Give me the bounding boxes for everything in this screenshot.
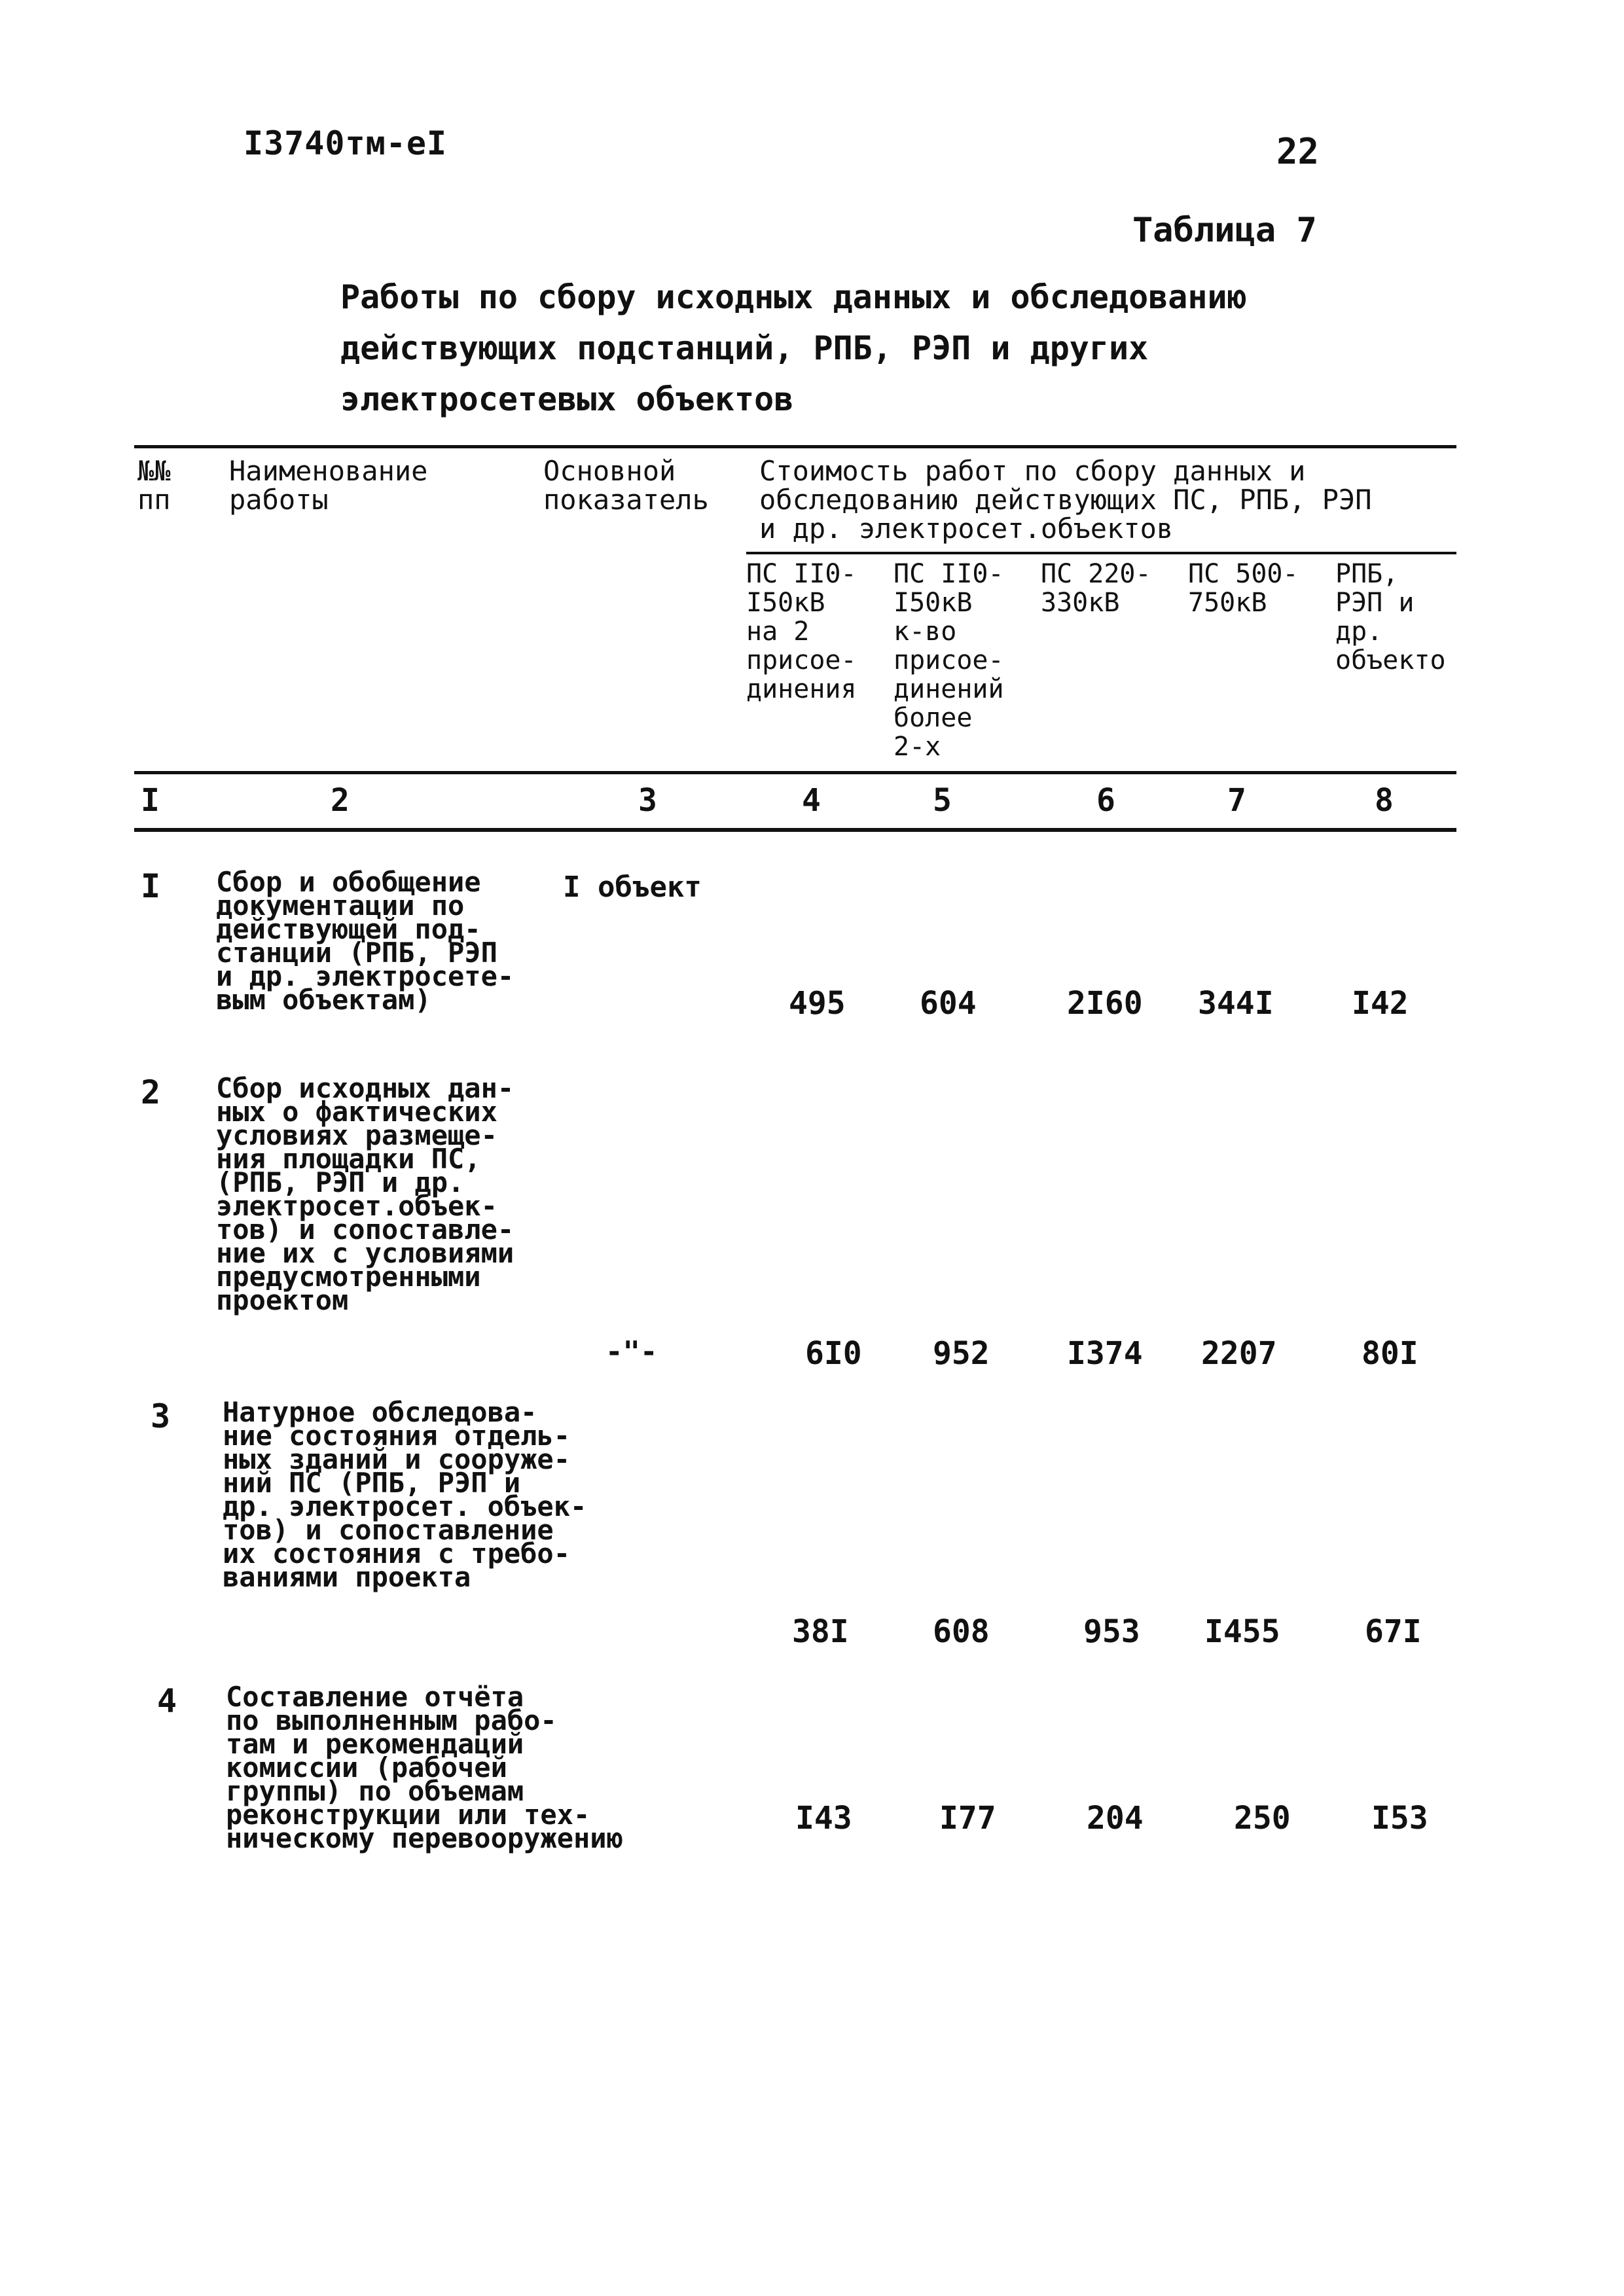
subheader-rule <box>746 552 1456 554</box>
colnum-4: 4 <box>802 782 821 819</box>
header-indicator: Основной показатель <box>543 455 709 516</box>
colnum-1: I <box>141 782 160 819</box>
row-3-value-5: 608 <box>933 1613 990 1650</box>
row-2-value-5: 952 <box>933 1335 990 1372</box>
row-4-value-6: 204 <box>1087 1800 1144 1837</box>
colnum-3: 3 <box>638 782 657 819</box>
header-name: Наименование работы <box>229 455 428 516</box>
row-4-value-5: I77 <box>939 1800 996 1837</box>
header-sub-3: ПС 220- 330кВ <box>1041 559 1151 618</box>
row-4-name: Составление отчёта по выполненным рабо- там и рекомендаций комиссии (рабочей группы) по объемам реконструкции или тех- ническому перевооружению <box>226 1681 623 1854</box>
row-3-value-7: I455 <box>1204 1613 1280 1650</box>
row-4-num: 4 <box>157 1682 177 1720</box>
colnum-5: 5 <box>933 782 952 819</box>
row-1-value-4: 495 <box>789 985 846 1022</box>
table-label: Таблица 7 <box>1132 211 1317 250</box>
row-1-name: Сбор и обобщение документации по действующей под- станции (РПБ, РЭП и др. электросете- вым объектам) <box>216 866 514 1016</box>
row-1-indicator: I объект <box>563 870 702 904</box>
header-sub-1: ПС II0- I50кВ на 2 присое- динения <box>746 559 857 704</box>
table-top-rule <box>134 445 1456 448</box>
row-4-value-4: I43 <box>795 1800 852 1837</box>
row-3-value-6: 953 <box>1083 1613 1140 1650</box>
row-1-value-6: 2I60 <box>1067 985 1143 1022</box>
row-3-value-4: 38I <box>792 1613 849 1650</box>
row-3-name: Натурное обследова- ние состояния отдель- ных зданий и сооруже- ний ПС (РПБ, РЭП и др. электросет. объек- тов) и сопоставление их состояния с требо- ваниями проекта <box>223 1396 587 1593</box>
row-3-num: 3 <box>151 1397 171 1435</box>
table-title: Работы по сбору исходных данных и обследованию действующих подстанций, РПБ, РЭП и других электросетевых объектов <box>340 278 1247 418</box>
header-bottom-rule <box>134 771 1456 774</box>
header-cost-group: Стоимость работ по сбору данных и обследованию действующих ПС, РПБ, РЭП и др. электросет.объектов <box>759 455 1372 545</box>
row-2-num: 2 <box>141 1073 161 1111</box>
colnum-2: 2 <box>331 782 350 819</box>
colnum-7: 7 <box>1227 782 1246 819</box>
colnum-8: 8 <box>1375 782 1394 819</box>
row-2-value-8: 80I <box>1362 1335 1418 1372</box>
header-sub-4: ПС 500- 750кВ <box>1188 559 1299 618</box>
row-2-value-7: 2207 <box>1201 1335 1277 1372</box>
row-3-value-8: 67I <box>1365 1613 1422 1650</box>
colnum-bottom-rule <box>134 828 1456 832</box>
row-1-value-5: 604 <box>920 985 977 1022</box>
document-code: I3740тм-еI <box>244 124 448 162</box>
row-1-value-8: I42 <box>1352 985 1409 1022</box>
header-sub-5: РПБ, РЭП и др. объекто <box>1335 559 1446 675</box>
row-4-value-8: I53 <box>1371 1800 1428 1837</box>
header-sub-2: ПС II0- I50кВ к-во присое- динений более 2-х <box>893 559 1004 762</box>
row-2-name: Сбор исходных дан- ных о фактических условиях размеще- ния площадки ПС, (РПБ, РЭП и др. электросет.объек- тов) и сопоставле- ние их с условиями предусмотренными проектом <box>216 1072 514 1316</box>
row-2-value-4: 6I0 <box>805 1335 862 1372</box>
colnum-6: 6 <box>1096 782 1115 819</box>
row-1-num: I <box>141 867 161 905</box>
header-num: №№ пп <box>137 455 171 516</box>
page-number: 22 <box>1276 131 1320 172</box>
row-2-indicator: -"- <box>605 1335 658 1369</box>
row-1-value-7: 344I <box>1198 985 1274 1022</box>
row-4-value-7: 250 <box>1234 1800 1291 1837</box>
row-2-value-6: I374 <box>1067 1335 1143 1372</box>
